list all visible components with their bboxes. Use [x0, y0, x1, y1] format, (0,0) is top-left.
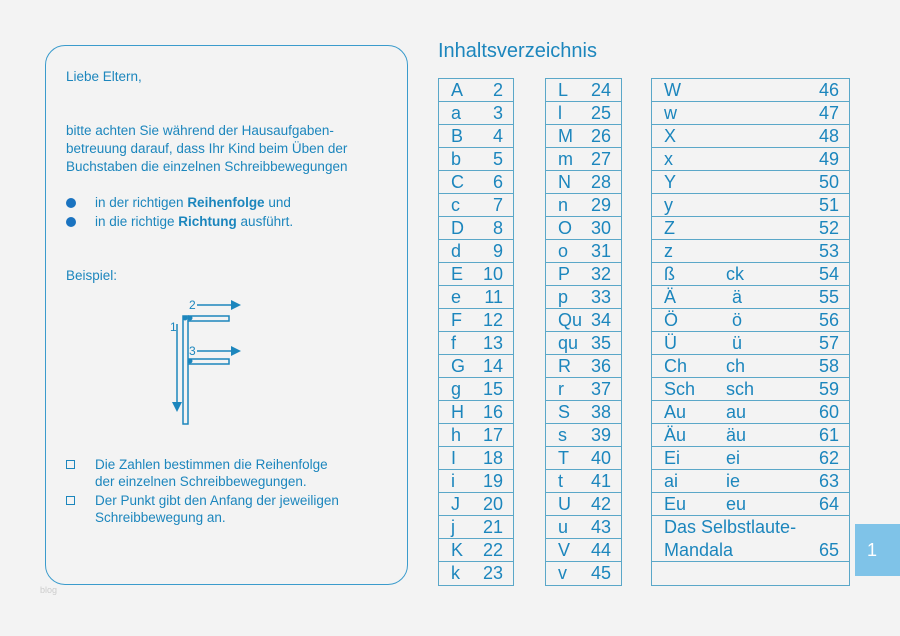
- toc-entry[interactable]: [652, 332, 849, 355]
- toc-page: 9: [492, 241, 503, 261]
- toc-letter: R: [558, 356, 571, 376]
- toc-entry[interactable]: [439, 493, 513, 516]
- toc-entry[interactable]: [652, 194, 849, 217]
- toc-letter: e: [451, 287, 462, 307]
- toc-letter: Z: [664, 218, 675, 238]
- toc-letter-lower: sch: [726, 379, 755, 399]
- toc-letter: Au: [664, 402, 687, 422]
- toc-entry[interactable]: [652, 378, 849, 401]
- toc-column-1: [438, 78, 514, 586]
- toc-page: 25: [590, 103, 611, 123]
- toc-entry[interactable]: [546, 332, 621, 355]
- toc-letter: t: [558, 471, 564, 491]
- toc-page: 23: [482, 563, 503, 583]
- toc-letter: F: [451, 310, 462, 330]
- toc-letter-lower: eu: [726, 494, 747, 514]
- parents-note-box: [45, 45, 408, 585]
- toc-letter: z: [664, 241, 673, 261]
- toc-entry[interactable]: [439, 240, 513, 263]
- toc-page: 30: [590, 218, 611, 238]
- toc-entry[interactable]: [652, 286, 849, 309]
- toc-page: 22: [482, 540, 503, 560]
- bullet-richtung: in die richtige Richtung ausführt.: [95, 214, 294, 229]
- toc-page: 61: [818, 425, 839, 445]
- toc-letter: E: [451, 264, 464, 284]
- toc-letter: D: [451, 218, 464, 238]
- toc-page: 17: [482, 425, 503, 445]
- toc-letter: y: [664, 195, 673, 215]
- toc-letter: x: [664, 149, 673, 169]
- toc-letter: ai: [664, 471, 679, 491]
- toc-entry[interactable]: [546, 194, 621, 217]
- toc-page: 55: [818, 287, 839, 307]
- toc-letter: Ö: [664, 310, 679, 330]
- toc-letter: O: [558, 218, 573, 238]
- toc-letter: m: [558, 149, 573, 169]
- para-line: betreuung darauf, dass Ihr Kind beim Üben der: [66, 141, 348, 156]
- toc-column-3: [651, 78, 850, 586]
- toc-letter-lower: ei: [726, 448, 741, 468]
- toc-letter: c: [451, 195, 460, 215]
- toc-page: 21: [482, 517, 503, 537]
- toc-letter: Eu: [664, 494, 687, 514]
- toc-mandala-line2: Mandala: [664, 540, 734, 560]
- toc-page: 35: [590, 333, 611, 353]
- toc-page: 49: [818, 149, 839, 169]
- toc-page: 38: [590, 402, 611, 422]
- toc-page: 45: [590, 563, 611, 583]
- toc-page: 48: [818, 126, 839, 146]
- checkbox-square-icon: [66, 496, 75, 505]
- toc-entry[interactable]: [652, 217, 849, 240]
- toc-letter: M: [558, 126, 573, 146]
- toc-page: 31: [590, 241, 611, 261]
- toc-entry[interactable]: [652, 171, 849, 194]
- toc-page: 51: [818, 195, 839, 215]
- toc-page: 14: [482, 356, 503, 376]
- toc-letter: w: [664, 103, 677, 123]
- toc-entry[interactable]: [546, 562, 621, 585]
- toc-page: 13: [482, 333, 503, 353]
- toc-entry[interactable]: [546, 401, 621, 424]
- toc-entry[interactable]: [439, 148, 513, 171]
- toc-letter: b: [451, 149, 462, 169]
- toc-entry[interactable]: [546, 102, 621, 125]
- toc-letter-lower: ch: [726, 356, 746, 376]
- note-line: Die Zahlen bestimmen die Reihenfolge: [95, 457, 328, 472]
- watermark: blog: [40, 585, 58, 595]
- toc-letter: N: [558, 172, 571, 192]
- bullet-icon: [66, 217, 76, 227]
- toc-page: 32: [590, 264, 611, 284]
- toc-page: 8: [492, 218, 503, 238]
- toc-entry[interactable]: [439, 102, 513, 125]
- toc-page: 29: [590, 195, 611, 215]
- toc-letter-lower: ü: [732, 333, 743, 353]
- greeting: Liebe Eltern,: [66, 69, 142, 84]
- toc-letter-lower: ie: [726, 471, 741, 491]
- toc-letter: Qu: [558, 310, 583, 330]
- toc-letter: K: [451, 540, 464, 560]
- toc-letter: Ei: [664, 448, 681, 468]
- toc-entry[interactable]: [439, 171, 513, 194]
- toc-entry[interactable]: [546, 217, 621, 240]
- toc-letter: j: [451, 517, 455, 537]
- svg-text:1: 1: [170, 320, 177, 334]
- toc-entry[interactable]: [546, 263, 621, 286]
- toc-letter: A: [451, 80, 464, 100]
- toc-page: 44: [590, 540, 611, 560]
- toc-page: 33: [590, 287, 611, 307]
- toc-page: 60: [818, 402, 839, 422]
- toc-page: 58: [818, 356, 839, 376]
- toc-page: 28: [590, 172, 611, 192]
- toc-entry[interactable]: [652, 102, 849, 125]
- toc-letter: qu: [558, 333, 579, 353]
- toc-page: 50: [818, 172, 839, 192]
- toc-letter: G: [451, 356, 466, 376]
- toc-letter: r: [558, 379, 564, 399]
- example-label: Beispiel:: [66, 268, 118, 283]
- toc-letter: X: [664, 126, 677, 146]
- toc-page: 24: [590, 80, 611, 100]
- toc-letter: a: [451, 103, 462, 123]
- toc-page: 11: [484, 287, 503, 307]
- toc-page: 20: [482, 494, 503, 514]
- toc-letter: k: [451, 563, 460, 583]
- toc-entry[interactable]: [439, 125, 513, 148]
- svg-text:2: 2: [189, 298, 196, 312]
- toc-page: 27: [590, 149, 611, 169]
- toc-page: 39: [590, 425, 611, 445]
- toc-entry[interactable]: [546, 148, 621, 171]
- toc-page: 10: [482, 264, 503, 284]
- toc-entry[interactable]: [546, 240, 621, 263]
- toc-entry[interactable]: [652, 493, 849, 516]
- toc-letter: W: [664, 80, 681, 100]
- toc-letter: Ä: [664, 287, 677, 307]
- toc-letter: f: [451, 333, 457, 353]
- toc-letter: i: [451, 471, 455, 491]
- toc-letter: Äu: [664, 425, 687, 445]
- toc-entry[interactable]: [652, 447, 849, 470]
- toc-letter-lower: ö: [732, 310, 743, 330]
- toc-entry[interactable]: [439, 355, 513, 378]
- toc-entry[interactable]: [546, 79, 621, 102]
- toc-letter: Y: [664, 172, 677, 192]
- toc-letter: l: [558, 103, 562, 123]
- toc-mandala-line1: Das Selbstlaute-: [664, 517, 797, 537]
- toc-entry[interactable]: [439, 194, 513, 217]
- toc-page: 53: [818, 241, 839, 261]
- toc-page: 57: [818, 333, 839, 353]
- toc-page: 7: [492, 195, 503, 215]
- para-line: bitte achten Sie während der Hausaufgaben-: [66, 123, 334, 138]
- toc-entry[interactable]: [439, 286, 513, 309]
- toc-entry[interactable]: [439, 539, 513, 562]
- toc-letter: B: [451, 126, 464, 146]
- toc-entry[interactable]: [652, 309, 849, 332]
- toc-entry[interactable]: [652, 401, 849, 424]
- toc-page: 43: [590, 517, 611, 537]
- toc-entry[interactable]: [439, 401, 513, 424]
- note-line: der einzelnen Schreibbewegungen.: [95, 474, 307, 489]
- toc-entry[interactable]: [439, 447, 513, 470]
- toc-page: 3: [492, 103, 503, 123]
- toc-letter: p: [558, 287, 569, 307]
- toc-letter: ß: [664, 264, 675, 284]
- toc-letter: Ü: [664, 333, 677, 353]
- toc-page: 36: [590, 356, 611, 376]
- toc-entry[interactable]: [439, 562, 513, 585]
- toc-page: 56: [818, 310, 839, 330]
- toc-entry[interactable]: [546, 309, 621, 332]
- page-number-tab: 1: [855, 524, 900, 576]
- toc-title: Inhaltsverzeichnis: [438, 40, 597, 62]
- toc-page: 47: [818, 103, 839, 123]
- svg-text:3: 3: [189, 344, 196, 358]
- toc-letter: J: [451, 494, 460, 514]
- toc-letter: o: [558, 241, 569, 261]
- toc-letter: T: [558, 448, 569, 468]
- bullet-reihenfolge: in der richtigen Reihenfolge und: [95, 195, 291, 210]
- toc-page: 15: [482, 379, 503, 399]
- toc-entry[interactable]: [439, 516, 513, 539]
- toc-entry[interactable]: [652, 424, 849, 447]
- para-line: Buchstaben die einzelnen Schreibbewegungen: [66, 159, 348, 174]
- toc-entry[interactable]: [546, 424, 621, 447]
- toc-letter: H: [451, 402, 464, 422]
- toc-page: 34: [590, 310, 611, 330]
- toc-letter: P: [558, 264, 571, 284]
- toc-entry[interactable]: [546, 171, 621, 194]
- toc-letter: Sch: [664, 379, 696, 399]
- toc-letter: I: [451, 448, 457, 468]
- toc-letter: h: [451, 425, 462, 445]
- toc-entry[interactable]: [652, 240, 849, 263]
- toc-letter: d: [451, 241, 462, 261]
- toc-entry[interactable]: [439, 79, 513, 102]
- toc-letter-lower: äu: [726, 425, 747, 445]
- toc-entry-mandala[interactable]: [652, 516, 849, 562]
- toc-page: 40: [590, 448, 611, 468]
- toc-column-2: [545, 78, 622, 586]
- toc-entry[interactable]: [439, 309, 513, 332]
- toc-entry[interactable]: [546, 355, 621, 378]
- toc-entry[interactable]: [652, 263, 849, 286]
- toc-page: 52: [818, 218, 839, 238]
- toc-page: 37: [590, 379, 611, 399]
- toc-letter-lower: ä: [732, 287, 743, 307]
- toc-entry[interactable]: [439, 470, 513, 493]
- toc-entry[interactable]: [439, 378, 513, 401]
- toc-letter: Ch: [664, 356, 688, 376]
- toc-page: 54: [818, 264, 839, 284]
- toc-entry[interactable]: [652, 355, 849, 378]
- toc-entry[interactable]: [652, 148, 849, 171]
- toc-entry[interactable]: [546, 286, 621, 309]
- toc-page: 41: [590, 471, 611, 491]
- toc-letter: v: [558, 563, 567, 583]
- toc-entry[interactable]: [439, 263, 513, 286]
- toc-page: 18: [482, 448, 503, 468]
- toc-entry[interactable]: [546, 516, 621, 539]
- toc-page: 46: [818, 80, 839, 100]
- toc-page: 4: [492, 126, 503, 146]
- toc-page: 63: [818, 471, 839, 491]
- toc-letter-lower: au: [726, 402, 747, 422]
- toc-entry[interactable]: [439, 332, 513, 355]
- note-line: Der Punkt gibt den Anfang der jeweiligen: [95, 493, 339, 508]
- toc-empty-row: [652, 562, 849, 585]
- toc-letter: u: [558, 517, 569, 537]
- toc-letter: V: [558, 540, 571, 560]
- toc-page: 59: [818, 379, 839, 399]
- toc-entry[interactable]: [652, 79, 849, 102]
- toc-letter: L: [558, 80, 569, 100]
- toc-letter: g: [451, 379, 462, 399]
- toc-page: 2: [492, 80, 503, 100]
- toc-page: 62: [818, 448, 839, 468]
- letter-f-stroke-diagram: [161, 294, 251, 429]
- toc-entry[interactable]: [546, 493, 621, 516]
- toc-page: 12: [482, 310, 503, 330]
- toc-entry[interactable]: [439, 217, 513, 240]
- toc-page: 19: [482, 471, 503, 491]
- toc-page: 26: [590, 126, 611, 146]
- toc-page: 42: [590, 494, 611, 514]
- toc-letter: U: [558, 494, 571, 514]
- toc-page: 64: [818, 494, 839, 514]
- toc-entry[interactable]: [546, 378, 621, 401]
- toc-entry[interactable]: [546, 470, 621, 493]
- checkbox-square-icon: [66, 460, 75, 469]
- toc-entry[interactable]: [439, 424, 513, 447]
- toc-page: 6: [492, 172, 503, 192]
- toc-letter: C: [451, 172, 464, 192]
- note-line: Schreibbewegung an.: [95, 510, 226, 525]
- toc-entry[interactable]: [546, 125, 621, 148]
- bullet-icon: [66, 198, 76, 208]
- toc-entry[interactable]: [652, 470, 849, 493]
- toc-entry[interactable]: [546, 447, 621, 470]
- toc-page: 65: [818, 540, 839, 560]
- toc-letter: s: [558, 425, 567, 445]
- toc-letter-lower: ck: [726, 264, 744, 284]
- toc-page: 16: [482, 402, 503, 422]
- toc-entry[interactable]: [546, 539, 621, 562]
- toc-letter: S: [558, 402, 571, 422]
- toc-page: 5: [492, 149, 503, 169]
- toc-entry[interactable]: [652, 125, 849, 148]
- toc-letter: n: [558, 195, 569, 215]
